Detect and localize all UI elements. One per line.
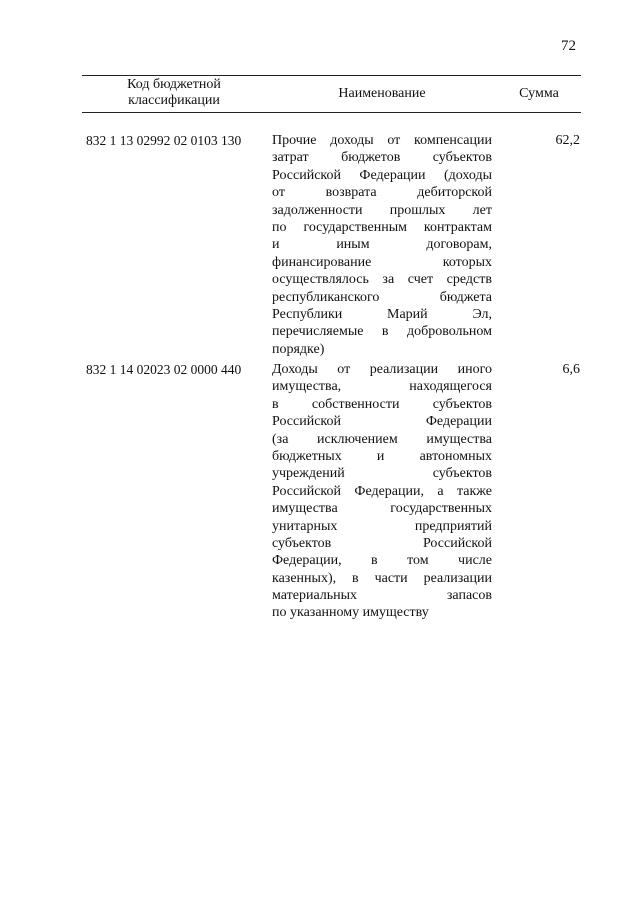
name-line: финансирование которых — [272, 254, 492, 270]
header-name: Наименование — [338, 86, 426, 101]
name-line: (за исключением имущества — [272, 431, 492, 447]
name-line: по указанному имуществу — [272, 605, 429, 621]
name-line: учреждений субъектов — [272, 466, 492, 482]
sum-cell: 62,2 — [555, 133, 580, 148]
name-line: Российской Федерации (доходы — [272, 167, 492, 183]
header-budget-code — [84, 77, 264, 109]
table-top-rule — [82, 75, 581, 76]
budget-code-cell: 832 1 13 02992 02 0103 130 — [86, 133, 242, 148]
name-line: перечисляемые в добровольном — [272, 324, 492, 340]
name-line: имущества, находящегося — [272, 379, 492, 395]
name-line: в собственности субъектов — [272, 396, 492, 412]
name-line: Республики Марий Эл, — [272, 306, 492, 322]
header-budget-code-line2: классификации — [128, 93, 220, 108]
header-bottom-rule — [82, 112, 581, 113]
name-line: порядке) — [272, 341, 325, 357]
name-line: и иным договорам, — [272, 237, 492, 253]
name-line: унитарных предприятий — [272, 518, 492, 534]
name-line: Российской Федерации, а также — [272, 483, 492, 499]
name-line: осуществлялось за счет средств — [272, 272, 492, 288]
name-line: Федерации, в том числе — [272, 553, 492, 569]
name-line: субъектов Российской — [272, 535, 492, 551]
name-line: имущества государственных — [272, 501, 492, 517]
name-line: по государственным контрактам — [272, 219, 492, 235]
sum-cell: 6,6 — [562, 362, 580, 377]
name-line: задолженности прошлых лет — [272, 202, 492, 218]
header-budget-code-line1: Код бюджетной — [127, 77, 221, 92]
budget-code-cell: 832 1 14 02023 02 0000 440 — [86, 362, 242, 377]
page-number: 72 — [561, 38, 576, 54]
name-line: от возврата дебиторской — [272, 185, 492, 201]
name-line: Доходы от реализации иного — [272, 362, 492, 377]
name-line: казенных), в части реализации — [272, 570, 492, 586]
name-line: бюджетных и автономных — [272, 448, 492, 464]
name-cell — [272, 132, 492, 358]
name-cell — [272, 361, 492, 622]
name-line: материальных запасов — [272, 588, 492, 604]
name-line: Прочие доходы от компенсации — [272, 133, 492, 148]
name-line: республиканского бюджета — [272, 289, 492, 305]
name-line: Российской Федерации — [272, 414, 492, 430]
name-line: затрат бюджетов субъектов — [272, 150, 492, 166]
header-sum: Сумма — [519, 86, 559, 101]
